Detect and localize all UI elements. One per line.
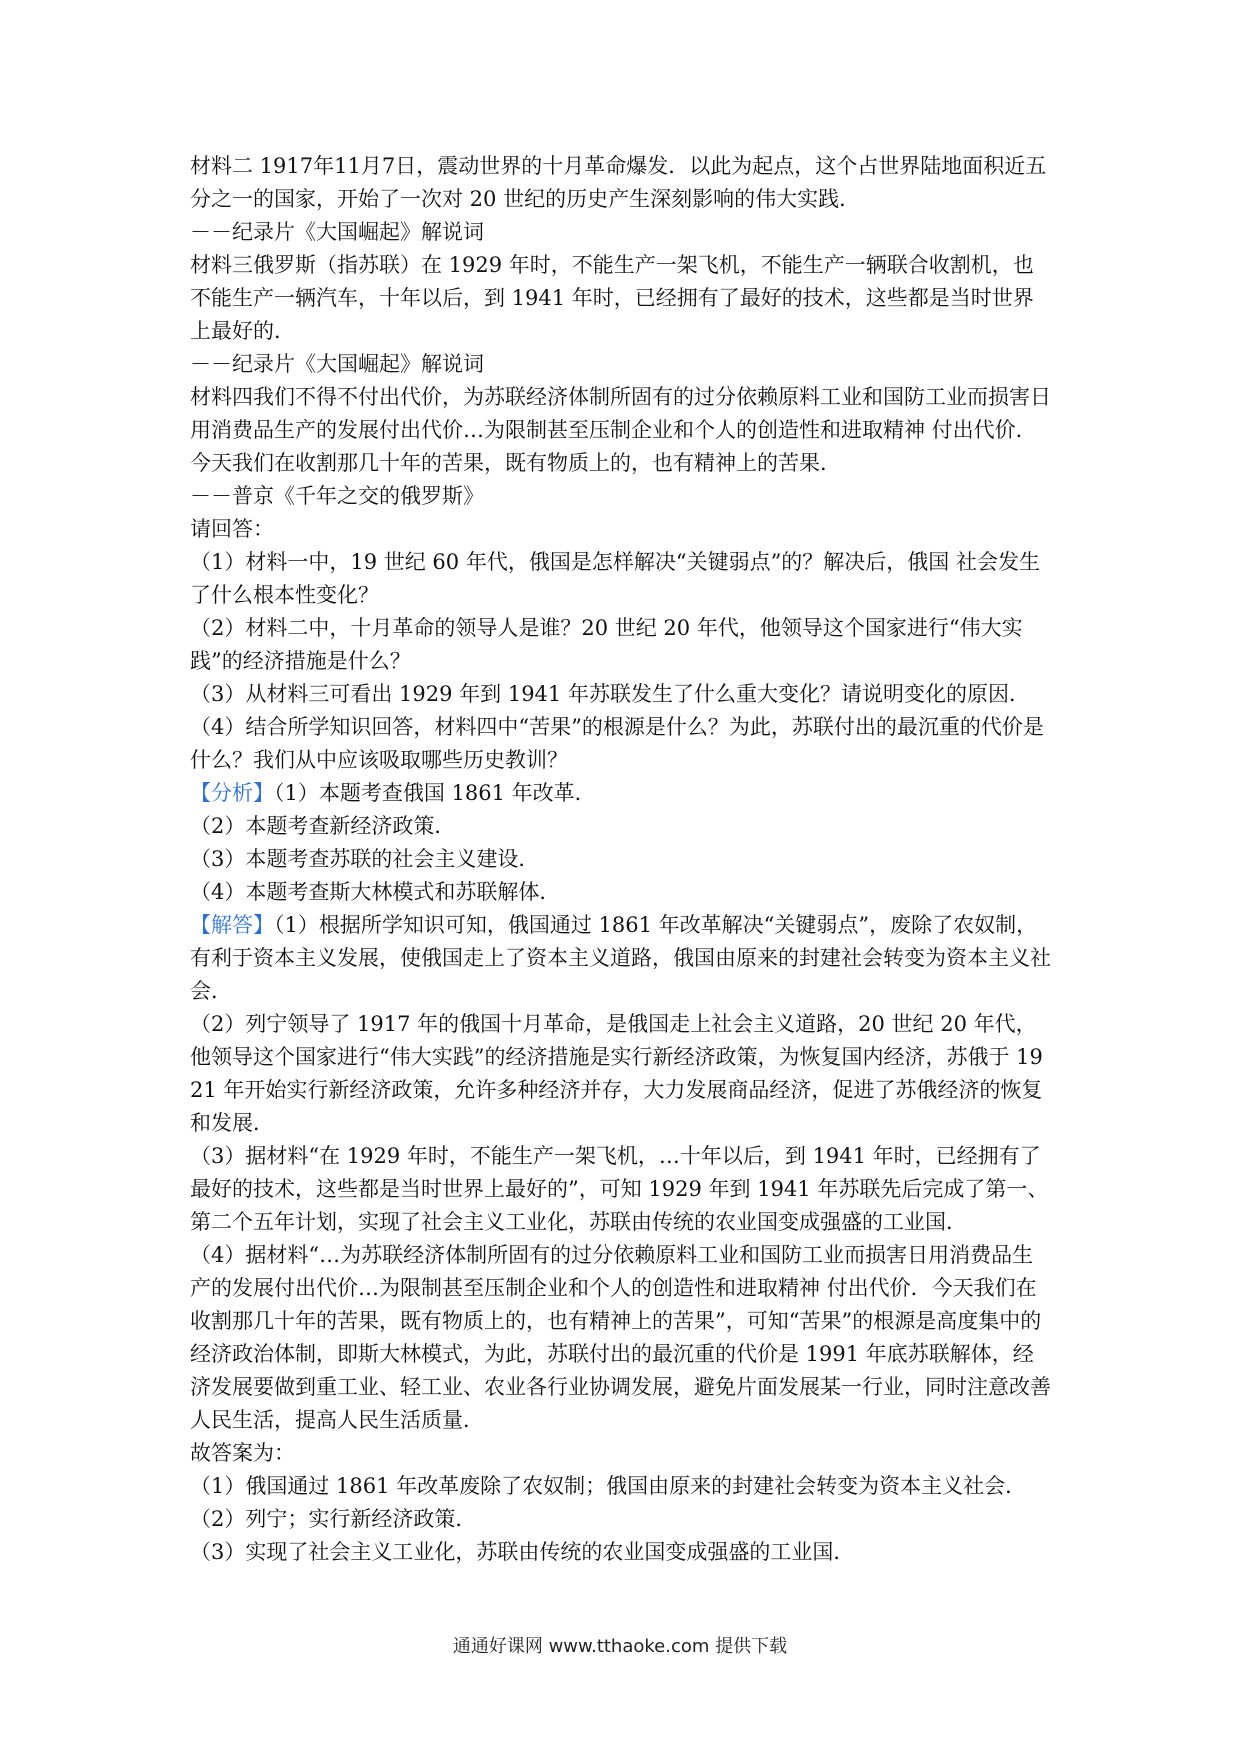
solution-line-1 [190,909,1054,1008]
final-answer-2: （2）列宁；实行新经济政策． [190,1507,477,1531]
analysis-line-1 [190,777,1054,810]
answer-prompt: 请回答： [190,517,274,541]
analysis-tag: 【分析】 [190,781,274,805]
solution-tag: 【解答】 [190,913,274,937]
material-four: 材料四我们不得不付出代价，为苏联经济体制所固有的过分依赖原料工业和国防工业而损害日用消费品生产的发展付出代价…为限制甚至压制企业和个人的创造性和进取精神 付出代价．今天我们在收割那几十年的苦果，既有物质上的，也有精神上的苦果． [190,385,1051,475]
final-answer-1: （1）俄国通过 1861 年改革废除了农奴制；俄国由原来的封建社会转变为资本主义社会． [190,1474,1027,1498]
question-3: （3）从材料三可看出 1929 年到 1941 年苏联发生了什么重大变化？请说明变化的原因． [190,682,1030,706]
final-answer-prompt: 故答案为： [190,1441,295,1465]
analysis-line-2: （2）本题考查新经济政策． [190,814,456,838]
solution-line-3: （3）据材料“在 1929 年时，不能生产一架飞机，…十年以后，到 1941 年时，已经拥有了最好的技术，这些都是当时世界上最好的”，可知 1929 年到 1941 年苏联先后完成了第一、第二个五年计划，实现了社会主义工业化，苏联由传统的农业国变成强盛的工业国． [190,1144,1049,1234]
question-1: （1）材料一中，19 世纪 60 年代，俄国是怎样解决“关键弱点”的？解决后，俄国 社会发生了什么根本性变化？ [190,550,1040,607]
material-four-source: －－普京《千年之交的俄罗斯》 [190,484,484,508]
material-three-source: －－纪录片《大国崛起》解说词 [190,352,484,376]
solution-line-2: （2）列宁领导了 1917 年的俄国十月革命，是俄国走上社会主义道路，20 世纪 20 年代，他领导这个国家进行“伟大实践”的经济措施是实行新经济政策，为恢复国内经济，苏俄于 1921 年开始实行新经济政策，允许多种经济并存，大力发展商品经济，促进了苏俄经济的恢复和发展． [190,1012,1043,1135]
solution-line-4: （4）据材料“…为苏联经济体制所固有的过分依赖原料工业和国防工业而损害日用消费品生产的发展付出代价…为限制甚至压制企业和个人的创造性和进取精神 付出代价．今天我们在收割那几十年的苦果，既有物质上的，也有精神上的苦果”，可知“苦果”的根源是高度集中的经济政治体制，即斯大林模式，为此，苏联付出的最沉重的代价是 1991 年底苏联解体，经济发展要做到重工业、轻工业、农业各行业协调发展，避免片面发展某一行业，同时注意改善人民生活，提高人民生活质量． [190,1243,1051,1432]
analysis-text-1: （1）本题考查俄国 1861 年改革． [274,781,596,805]
material-two-source: －－纪录片《大国崛起》解说词 [190,220,484,244]
material-two: 材料二 1917年11月7日，震动世界的十月革命爆发．以此为起点，这个占世界陆地面积近五分之一的国家，开始了一次对 20 世纪的历史产生深刻影响的伟大实践． [190,154,1047,211]
question-2: （2）材料二中，十月革命的领导人是谁？20 世纪 20 年代，他领导这个国家进行“伟大实践”的经济措施是什么？ [190,616,1023,673]
analysis-line-4: （4）本题考查斯大林模式和苏联解体． [190,880,561,904]
analysis-line-3: （3）本题考查苏联的社会主义建设． [190,847,540,871]
question-4: （4）结合所学知识回答，材料四中“苦果”的根源是什么？为此，苏联付出的最沉重的代价是什么？我们从中应该吸取哪些历史教训？ [190,715,1044,772]
solution-text-1: （1）根据所学知识可知，俄国通过 1861 年改革解决“关键弱点”，废除了农奴制，有利于资本主义发展，使俄国走上了资本主义道路，俄国由原来的封建社会转变为资本主义社会． [190,913,1051,1003]
page-footer: 通通好课网 www.tthaoke.com 提供下载 [452,1636,788,1657]
material-three: 材料三俄罗斯（指苏联）在 1929 年时，不能生产一架飞机，不能生产一辆联合收割机，也不能生产一辆汽车，十年以后，到 1941 年时，已经拥有了最好的技术，这些都是当时世界上最好的． [190,253,1034,343]
final-answer-3: （3）实现了社会主义工业化，苏联由传统的农业国变成强盛的工业国． [190,1540,855,1564]
